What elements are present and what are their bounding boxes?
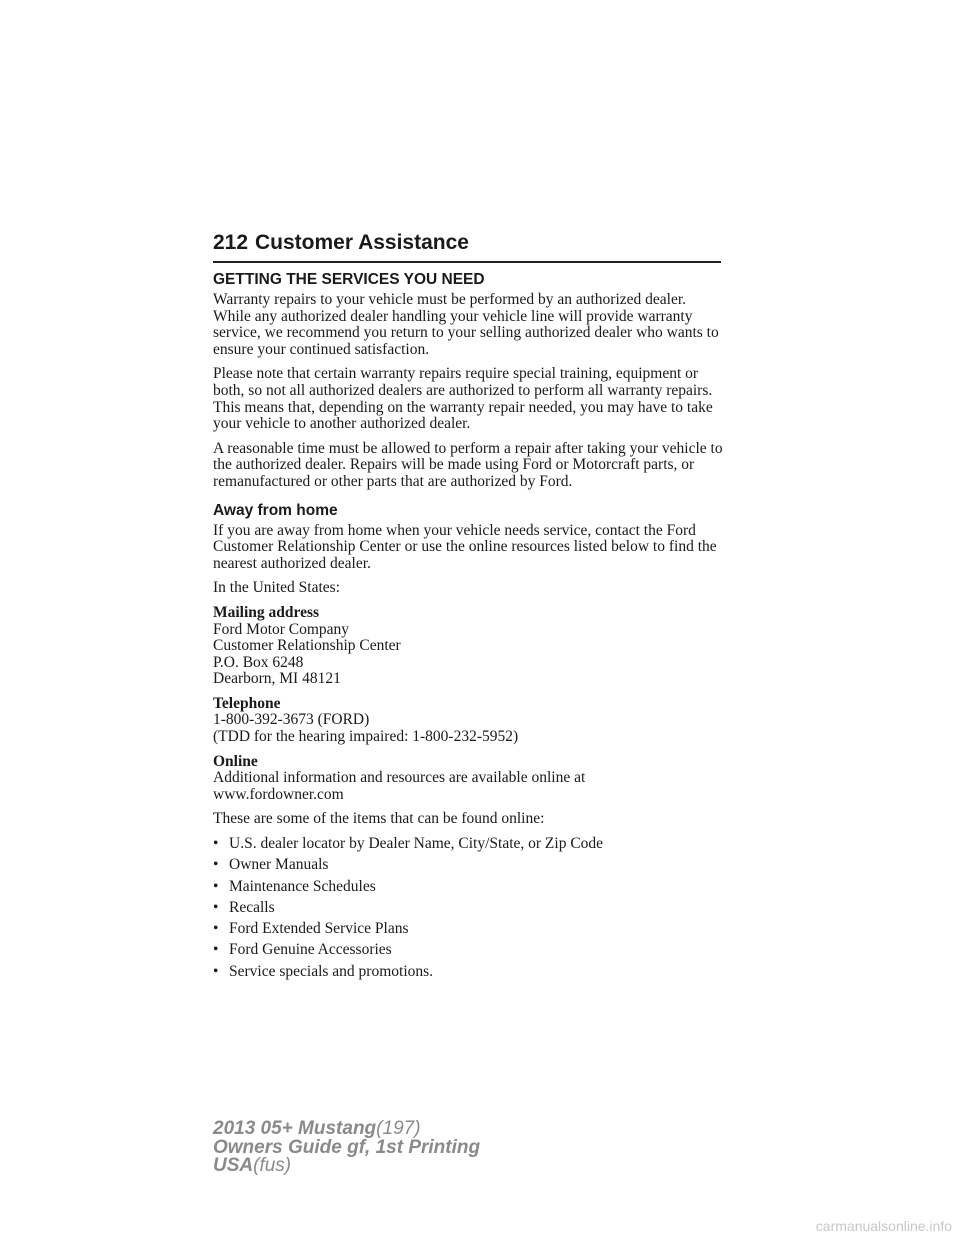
footer-model: 2013 05+ Mustang [213,1118,377,1139]
mailing-address-block [213,605,723,688]
list-item-text: Owner Manuals [229,856,329,874]
list-item-text: Ford Extended Service Plans [229,920,409,938]
mailing-line: P.O. Box 6248 [213,653,304,671]
online-url: www.fordowner.com [213,785,344,803]
paragraph-training: Please note that certain warranty repairs require special training, equipment or both, so not all authorized dealers are authorized to perform all warranty repairs. This means that, depending on the warranty repair needed, you may have to take your vehicle to another authorized dealer. [213,365,713,433]
list-item [213,836,723,853]
mailing-line: Customer Relationship Center [213,637,401,655]
online-line: Additional information and resources are available online at [213,769,586,787]
paragraph-warranty: Warranty repairs to your vehicle must be performed by an authorized dealer. While any authorized dealer handling your vehicle line will provide warranty service, we recommend you return to your selling authorized dealer who wants to ensure your continued satisfaction. [213,291,719,358]
mailing-address-label: Mailing address [213,603,320,621]
list-item [213,942,723,959]
footer-line [213,1157,480,1176]
list-item [213,857,723,874]
bullet-icon: • [213,941,219,959]
list-item [213,921,723,938]
bullet-icon: • [213,835,219,853]
footer-market-code: (fus) [253,1155,292,1176]
mailing-line: Dearborn, MI 48121 [213,670,341,688]
list-item-text: Recalls [229,898,275,916]
telephone-block [213,696,723,746]
bullet-icon: • [213,877,219,895]
paragraph-time: A reasonable time must be allowed to perform a repair after taking your vehicle to the authorized dealer. Repairs will be made using Ford or Motorcraft parts, or remanufactured or other parts that are authorized by Ford. [213,439,723,490]
section-title: Customer Assistance [255,231,469,254]
telephone-label: Telephone [213,694,281,712]
list-item-text: Service specials and promotions. [229,962,434,980]
us-label: In the United States: [213,579,340,597]
paragraph-away: If you are away from home when your vehicle needs service, contact the Ford Customer Relationship Center or use the online resources listed below to find the nearest authorized dealer. [213,521,717,572]
subheading-away: Away from home [213,501,338,519]
watermark: carmanualsonline.info [815,1218,952,1234]
footer-guide: Owners Guide gf, 1st Printing [213,1136,481,1158]
list-item [213,900,723,917]
footer-page-ref: (197) [376,1118,421,1139]
online-label: Online [213,752,258,770]
list-item-text: U.S. dealer locator by Dealer Name, City/State, or Zip Code [229,835,604,853]
list-item-text: Maintenance Schedules [229,877,376,895]
mailing-line: Ford Motor Company [213,620,350,638]
items-intro: These are some of the items that can be found online: [213,810,545,828]
list-item [213,964,723,981]
bullet-icon: • [213,856,219,874]
online-block [213,754,723,804]
telephone-line: (TDD for the hearing impaired: 1-800-232-5952) [213,728,519,746]
footer-market: USA [213,1155,254,1176]
page-header [213,231,721,263]
bullet-icon: • [213,898,219,916]
bullet-icon: • [213,920,219,938]
print-footer [213,1120,480,1176]
bullet-icon: • [213,962,219,980]
main-heading: GETTING THE SERVICES YOU NEED [213,271,485,288]
telephone-line: 1-800-392-3673 (FORD) [213,711,370,729]
list-item-text: Ford Genuine Accessories [229,941,392,959]
page-number: 212 [213,231,249,254]
page-content [213,270,723,985]
online-items-list [213,836,723,980]
list-item [213,879,723,896]
